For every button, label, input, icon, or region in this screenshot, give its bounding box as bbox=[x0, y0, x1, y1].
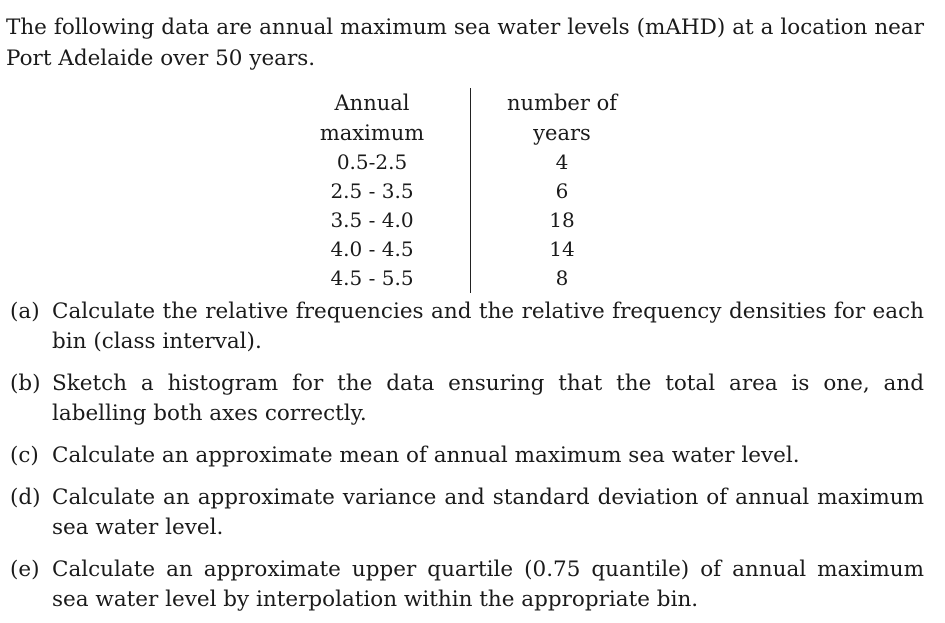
table-row bbox=[274, 206, 653, 235]
question-item-b bbox=[0, 369, 924, 429]
question-label: (b) bbox=[10, 371, 41, 396]
table-header-row bbox=[274, 88, 653, 148]
table-cell-range: 4.0 - 4.5 bbox=[274, 235, 471, 264]
data-table bbox=[274, 88, 653, 293]
question-item-a bbox=[0, 297, 924, 357]
question-list bbox=[0, 297, 924, 615]
table-cell-range: 4.5 - 5.5 bbox=[274, 264, 471, 293]
question-item-d bbox=[0, 483, 924, 543]
question-text: Calculate the relative frequencies and the relative frequency densities for each bin (class interval). bbox=[52, 299, 924, 354]
question-label: (a) bbox=[10, 299, 40, 324]
question-text: Calculate an approximate mean of annual maximum sea water level. bbox=[52, 443, 800, 468]
header-number-of-years: number of years bbox=[507, 91, 617, 145]
question-item-e bbox=[0, 555, 924, 615]
data-table-container bbox=[274, 88, 653, 293]
table-cell-range: 3.5 - 4.0 bbox=[274, 206, 471, 235]
table-cell-range: 0.5-2.5 bbox=[274, 148, 471, 177]
question-text: Sketch a histogram for the data ensuring that the total area is one, and labelling both axes correctly. bbox=[52, 371, 924, 426]
header-annual-maximum: Annual maximum bbox=[274, 88, 471, 148]
table-cell-count: 14 bbox=[549, 237, 575, 261]
table-cell-range: 2.5 - 3.5 bbox=[274, 177, 471, 206]
table-cell-count: 6 bbox=[555, 179, 569, 203]
question-text: Calculate an approximate upper quartile (0.75 quantile) of annual maximum sea water level by interpolation within the appropriate bin. bbox=[52, 557, 924, 612]
question-item-c bbox=[0, 441, 924, 471]
table-cell-count: 18 bbox=[549, 208, 575, 232]
question-label: (c) bbox=[10, 443, 39, 468]
table-row bbox=[274, 177, 653, 206]
table-row bbox=[274, 264, 653, 293]
table-cell-count: 8 bbox=[555, 266, 569, 290]
question-label: (d) bbox=[10, 485, 41, 510]
table-cell-count: 4 bbox=[555, 150, 569, 174]
intro-paragraph: The following data are annual maximum sea water levels (mAHD) at a location near Port Adelaide over 50 years. bbox=[6, 15, 924, 71]
question-label: (e) bbox=[10, 557, 40, 582]
question-text: Calculate an approximate variance and standard deviation of annual maximum sea water level. bbox=[52, 485, 924, 540]
table-row bbox=[274, 148, 653, 177]
table-row bbox=[274, 235, 653, 264]
